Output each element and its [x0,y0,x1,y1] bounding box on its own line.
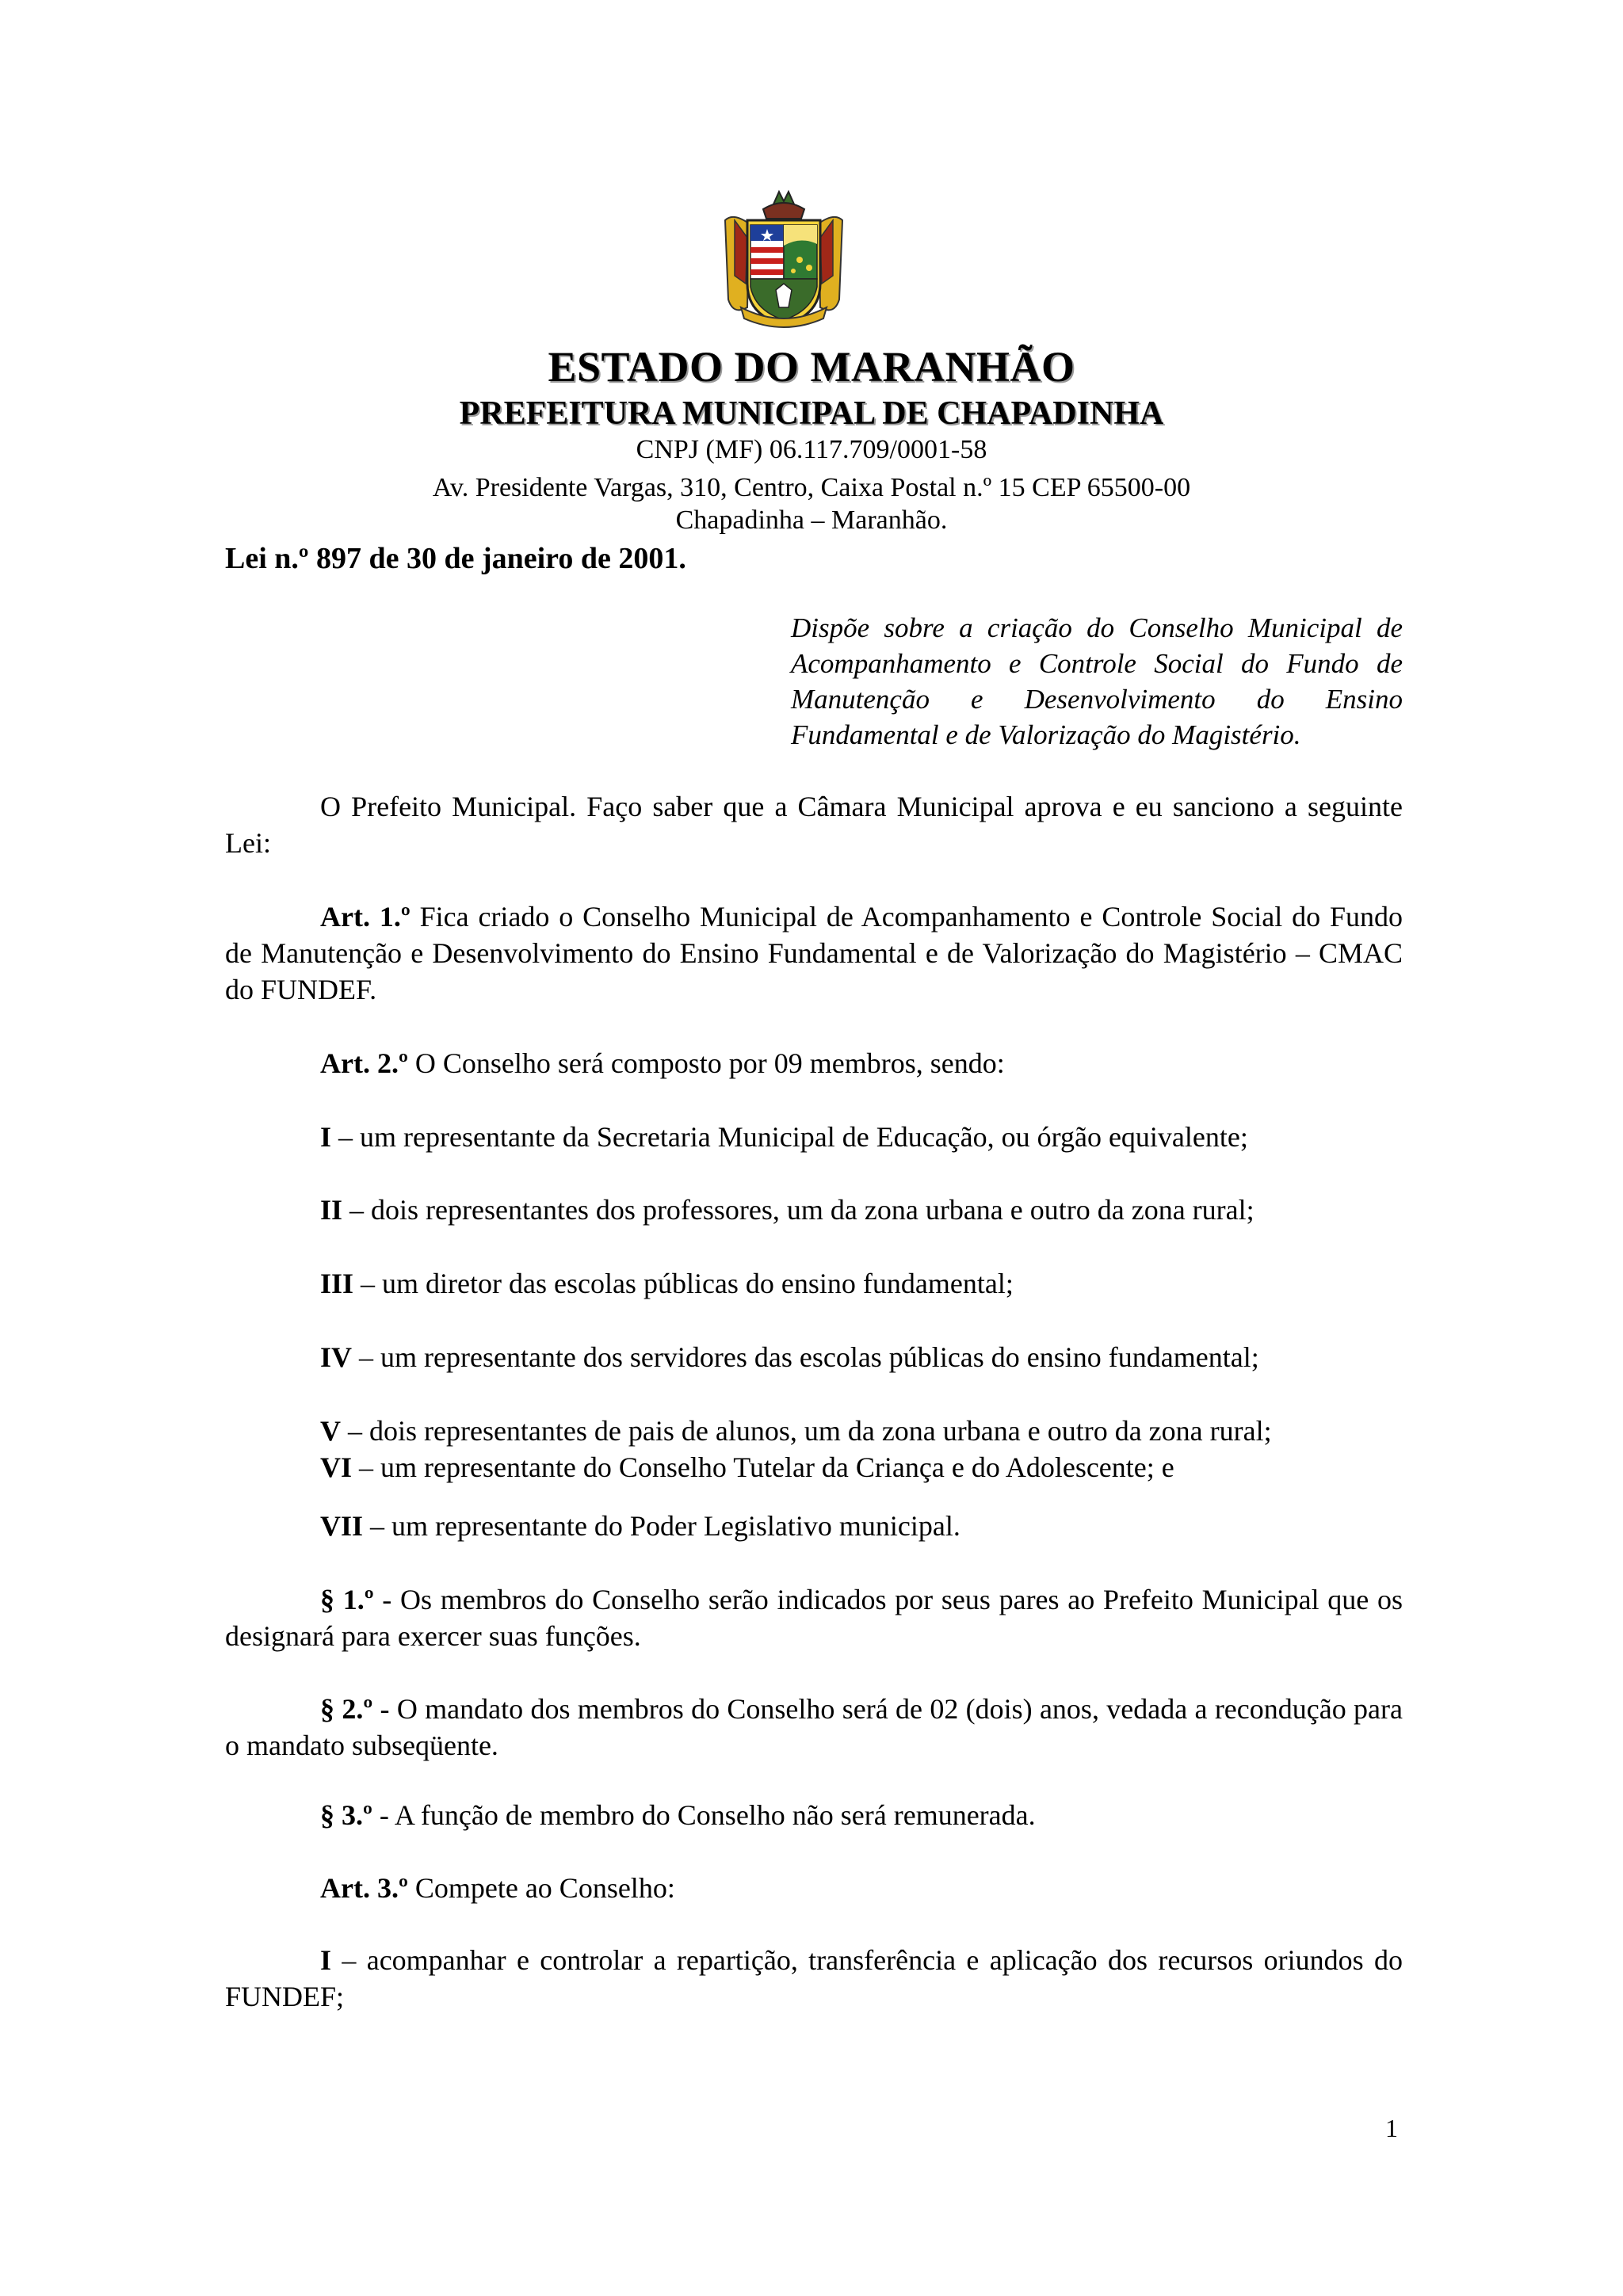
preamble-paragraph: O Prefeito Municipal. Faço saber que a Câmara Municipal aprova e eu sanciono a seguinte Lei: [225,791,1403,859]
list-item [320,1339,1403,1375]
coat-of-arms-icon [717,189,850,331]
item-label: V [320,1415,341,1447]
law-title: Lei n.º 897 de 30 de janeiro de 2001. [225,542,686,575]
paragraph-3-text: - A função de membro do Conselho não será remunerada. [372,1799,1036,1831]
paragraph-3-label: § 3.º [320,1799,372,1831]
item-text: – um representante do Conselho Tutelar da Criança e do Adolescente; e [352,1451,1174,1483]
item-label: I [320,1944,332,1976]
article-3-label: Art. 3.º [320,1872,408,1904]
item-text: – um representante do Poder Legislativo municipal. [363,1510,960,1542]
page-number: 1 [1385,2114,1398,2142]
article-1 [225,898,1403,1008]
item-label: VII [320,1510,364,1542]
article-2-text: O Conselho será composto por 09 membros, sendo: [407,1047,1005,1079]
article-2 [320,1045,1403,1081]
paragraph-2-label: § 2.º [320,1693,373,1725]
list-item [320,1119,1403,1155]
prefeitura-title: PREFEITURA MUNICIPAL DE CHAPADINHA [459,395,1164,432]
list-item [320,1265,1403,1302]
list-item [320,1192,1403,1228]
item-label: IV [320,1341,353,1373]
article-3-text: Compete ao Conselho: [407,1872,675,1904]
item-label: III [320,1268,354,1299]
paragraph-2-text: - O mandato dos membros do Conselho será de 02 (dois) anos, vedada a recondução para o mandato subseqüente. [225,1693,1403,1761]
item-text: – dois representantes dos professores, um da zona urbana e outro da zona rural; [342,1194,1254,1226]
list-item [320,1449,1403,1486]
item-label: VI [320,1451,353,1483]
city-line: Chapadinha – Maranhão. [675,505,948,535]
item-text: – dois representantes de pais de alunos, um da zona urbana e outro da zona rural; [341,1415,1272,1447]
paragraph-1-label: § 1.º [320,1584,374,1615]
item-text: – um diretor das escolas públicas do ensino fundamental; [353,1268,1014,1299]
item-text: – um representante da Secretaria Municipal de Educação, ou órgão equivalente; [331,1121,1248,1153]
article-1-label: Art. 1.º [320,901,411,933]
paragraph-2 [225,1691,1403,1764]
article-3-item-1 [225,1942,1403,2015]
paragraph-3 [320,1797,1403,1833]
list-item [320,1413,1403,1449]
article-2-label: Art. 2.º [320,1047,408,1079]
article-3 [320,1870,1403,1906]
item-text: – acompanhar e controlar a repartição, transferência e aplicação dos recursos oriundos do FUNDEF; [225,1944,1403,2012]
coat-of-arms-emblem [717,189,850,331]
address-line: Av. Presidente Vargas, 310, Centro, Caixa Postal n.º 15 CEP 65500-00 [432,473,1191,502]
cnpj-line: CNPJ (MF) 06.117.709/0001-58 [636,435,987,464]
article-1-text: Fica criado o Conselho Municipal de Acompanhamento e Controle Social do Fundo de Manutenção e Desenvolvimento do Ensino Fundamental e de Valorização do Magistério – CMAC do FUNDEF. [225,901,1403,1005]
list-item [320,1508,1403,1544]
item-label: II [320,1194,343,1226]
paragraph-1 [225,1581,1403,1654]
item-text: – um representante dos servidores das escolas públicas do ensino fundamental; [352,1341,1259,1373]
item-label: I [320,1121,332,1153]
state-title: ESTADO DO MARANHÃO [548,343,1075,391]
paragraph-1-text: - Os membros do Conselho serão indicados por seus pares ao Prefeito Municipal que os designará para exercer suas funções. [225,1584,1403,1652]
law-ementa: Dispõe sobre a criação do Conselho Municipal de Acompanhamento e Controle Social do Fundo de Manutenção e Desenvolvimento do Ensino Fundamental e de Valorização do Magistério. [791,612,1403,750]
